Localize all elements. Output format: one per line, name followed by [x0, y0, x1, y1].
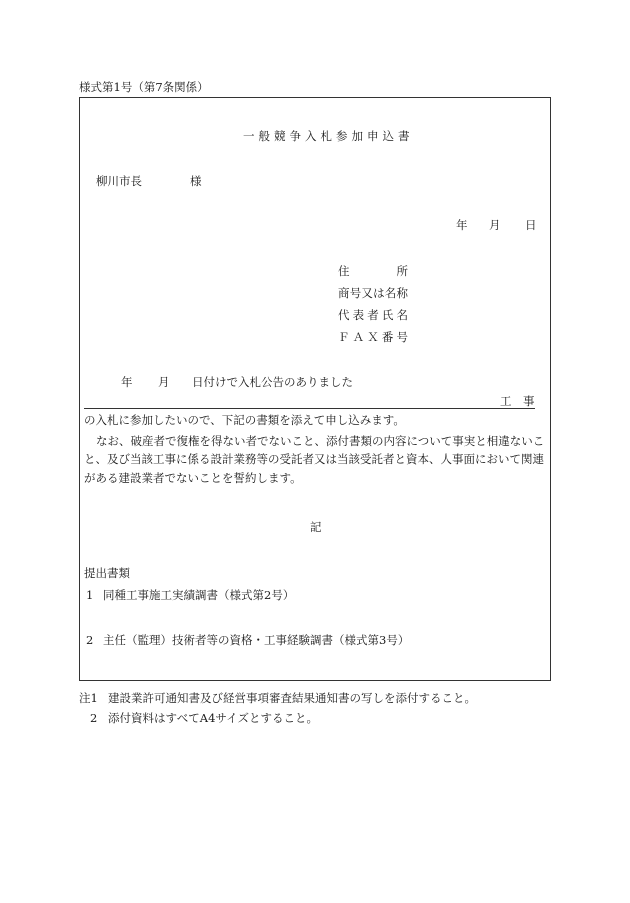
note-2-number: 2 [90, 711, 98, 725]
announcement-month: 月 [158, 375, 170, 389]
ki-heading: 記 [310, 520, 322, 534]
note-2-text: 添付資料はすべてA4サイズとすること。 [108, 711, 318, 725]
date-month: 月 [489, 218, 501, 232]
document-item-2-text: 主任（監理）技術者等の資格・工事経験調書（様式第3号） [103, 633, 410, 647]
addressee-suffix: 様 [190, 174, 202, 188]
document-item-1-text: 同種工事施工実績調書（様式第2号） [103, 588, 295, 602]
document-item-2-number: 2 [86, 633, 94, 647]
body-line-3: と、及び当該工事に係る設計業務等の受託者又は当該受託者と資本、人事面において関連 [84, 452, 544, 466]
field-representative-label: 代表者氏名 [338, 308, 408, 322]
field-company-label: 商号又は名称 [338, 286, 408, 300]
document-item-1-number: 1 [86, 588, 94, 602]
announcement-text: 日付けで入札公告のありました [192, 375, 353, 389]
date-day: 日 [525, 218, 537, 232]
field-address-label: 住 所 [338, 264, 408, 278]
date-year: 年 [456, 218, 468, 232]
form-title: 一般競争入札参加申込書 [243, 129, 414, 143]
form-number: 様式第1号（第7条関係） [79, 80, 209, 94]
body-line-1: の入札に参加したいので、下記の書類を添えて申し込みます。 [84, 413, 405, 427]
announcement-year: 年 [121, 375, 133, 389]
documents-heading: 提出書類 [84, 566, 130, 580]
work-label: 工 事 [500, 394, 535, 408]
addressee-name: 柳川市長 [96, 174, 142, 188]
body-line-4: がある建設業者でないことを誓約します。 [84, 471, 302, 485]
note-1-number: 注1 [79, 691, 98, 705]
field-fax-label: ＦＡＸ番号 [338, 330, 408, 344]
work-name-underline [84, 408, 535, 409]
note-1-text: 建設業許可通知書及び経営事項審査結果通知書の写しを添付すること。 [108, 691, 476, 705]
body-line-2: なお、破産者で復権を得ない者でないこと、添付書類の内容について事実と相違ないこ [96, 434, 545, 448]
